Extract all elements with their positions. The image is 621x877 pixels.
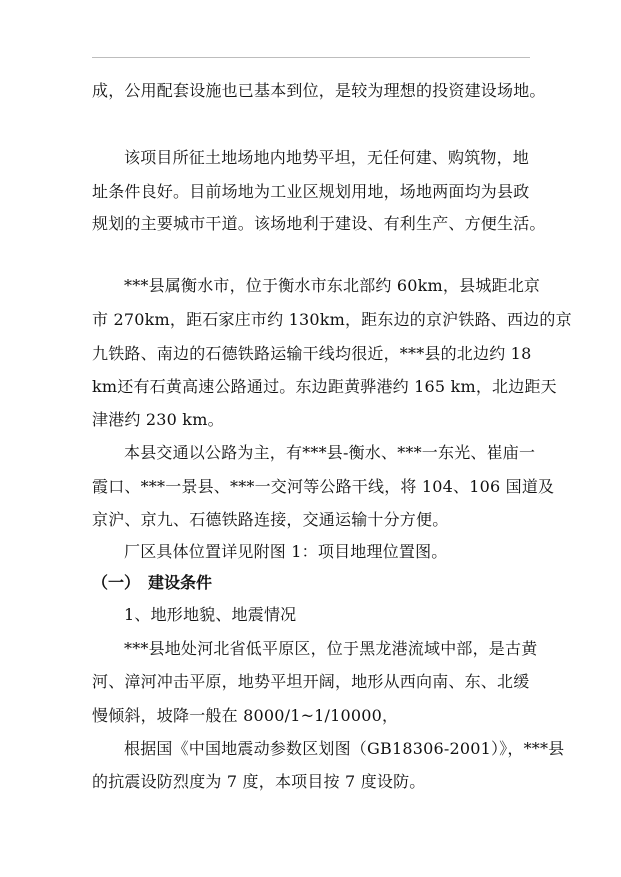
text-line-1: 成，公用配套设施也已基本到位，是较为理想的投资建设场地。 [92, 81, 546, 100]
text-line-5: ***县属衡水市，位于衡水市东北部约 60km，县城距北京 [124, 276, 541, 295]
text-line-13: 厂区具体位置详见附图 1：项目地理位置图。 [124, 542, 448, 561]
text-line-11: 霞口、***一景县、***一交河等公路干线，将 104、106 国道及 [92, 477, 555, 496]
header-rule [92, 57, 530, 58]
text-line-18: 根据国《中国地震动参数区划图（GB18306-2001）》，***县 [124, 739, 565, 758]
text-line-10: 本县交通以公路为主，有***县-衡水、***一东光、崔庙一 [124, 443, 536, 462]
text-line-15: ***县地处河北省低平原区，位于黑龙港流域中部，是古黄 [124, 639, 538, 658]
text-line-6: 市 270km，距石家庄市约 130km，距东边的京沪铁路、西边的京 [92, 310, 572, 329]
text-line-2: 该项目所征土地场地内地势平坦，无任何建、购筑物，地 [124, 148, 530, 167]
section-heading-number: （一） [92, 573, 141, 592]
text-line-8: km还有石黄高速公路通过。东边距黄骅港约 165 km，北边距天 [92, 377, 557, 396]
text-line-16: 河、漳河冲击平原，地势平坦开阔，地形从西向南、东、北缓 [92, 672, 530, 691]
text-line-3: 址条件良好。目前场地为工业区规划用地，场地两面均为县政 [92, 182, 530, 201]
text-line-14: 1、地形地貌、地震情况 [124, 605, 297, 624]
text-line-4: 规划的主要城市干道。该场地利于建设、有利生产、方便生活。 [92, 214, 546, 233]
text-line-9: 津港约 230 km。 [92, 410, 224, 429]
section-heading [92, 573, 212, 593]
text-line-17: 慢倾斜，坡降一般在 8000/1~1/10000， [92, 706, 399, 725]
section-heading-title: 建设条件 [148, 573, 213, 592]
text-line-12: 京沪、京九、石德铁路连接，交通运输十分方便。 [92, 510, 449, 529]
text-line-7: 九铁路、南边的石德铁路运输干线均很近，***县的北边约 18 [92, 344, 532, 363]
text-line-19: 的抗震设防烈度为 7 度，本项目按 7 度设防。 [92, 772, 426, 791]
